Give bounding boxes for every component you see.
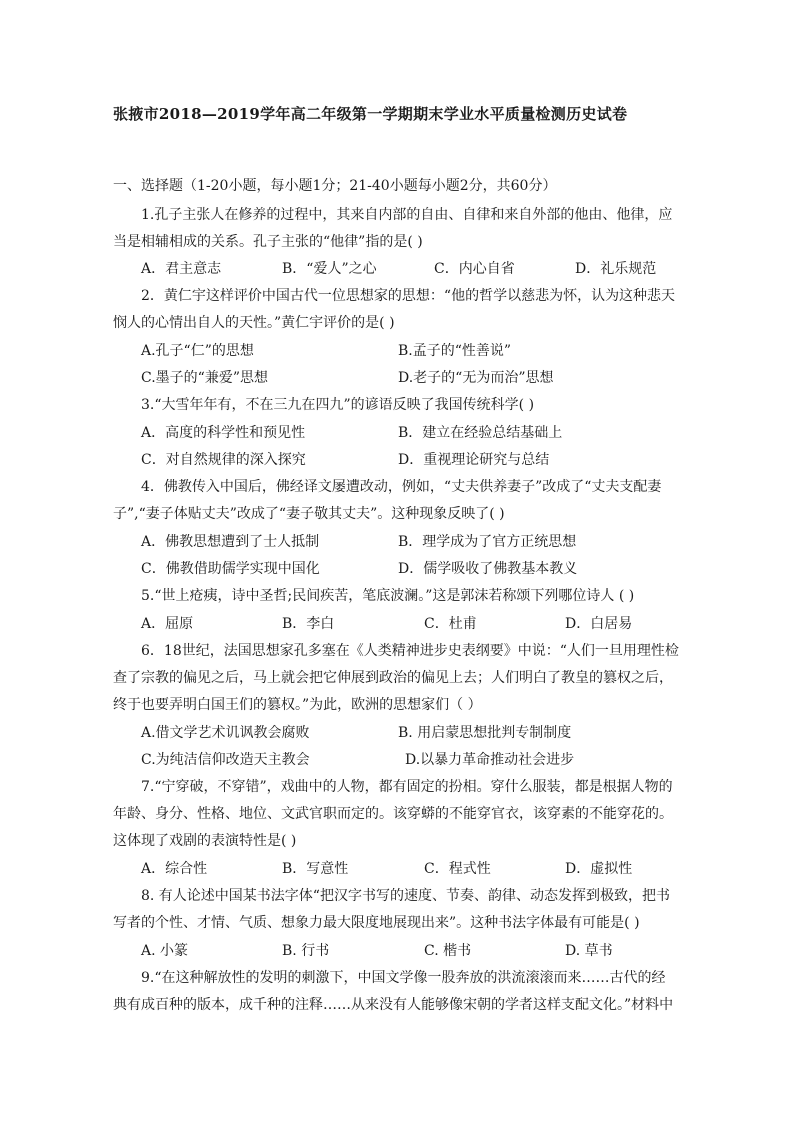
q7-line-3: 这体现了戏剧的表演特性是( ): [113, 833, 297, 849]
q7-line-1: 7.“宁穿破，不穿错”，戏曲中的人物，都有固定的扮相。穿什么服装，都是根据人物的: [141, 779, 673, 795]
q8-line-2: 写者的个性、才情、气质、想象力最大限度地展现出来”。这种书法字体最有可能是( ): [113, 915, 640, 931]
q6-option-c: C.为纯洁信仰改造天主教会: [141, 752, 310, 768]
q3-option-a: A．高度的科学性和预见性: [141, 425, 306, 441]
q5-option-c: C．杜甫: [424, 616, 477, 632]
q5-option-a: A．屈原: [141, 616, 194, 632]
q3-option-d: D．重视理论研究与总结: [398, 452, 550, 468]
q2-line-1: 2．黄仁宇这样评价中国古代一位思想家的思想：“他的哲学以慈悲为怀，认为这种悲天: [141, 288, 676, 304]
q5-line-1: 5.“世上疮痍，诗中圣哲;民间疾苦，笔底波澜。”这是郭沫若称颂下列哪位诗人 ( ): [141, 588, 635, 604]
q6-line-1: 6．18世纪，法国思想家孔多塞在《人类精神进步史表纲要》中说：“人们一旦用理性检: [141, 643, 679, 659]
q8-option-b: B. 行书: [282, 943, 330, 959]
q4-line-1: 4．佛教传入中国后，佛经译文屡遭改动，例如，“丈夫供养妻子”改成了“丈夫支配妻: [141, 479, 662, 495]
q1-option-b: B．“爱人”之心: [282, 261, 377, 277]
q9-line-1: 9.“在这种解放性的发明的刺激下，中国文学像一股奔放的洪流滚滚而来……古代的经: [141, 970, 666, 986]
q8-option-d: D. 草书: [565, 943, 613, 959]
q2-option-c: C.墨子的“兼爱”思想: [141, 370, 268, 386]
q4-option-d: D．儒学吸收了佛教基本教义: [398, 561, 578, 577]
q1-line-2: 当是相辅相成的关系。孔子主张的“他律”指的是( ): [113, 234, 423, 250]
q7-option-a: A．综合性: [141, 861, 208, 877]
q6-option-d: D.以暴力革命推动社会进步: [405, 752, 575, 768]
q1-line-1: 1.孔子主张人在修养的过程中，其来自内部的自由、自律和来自外部的他由、他律，应: [141, 207, 673, 223]
q3-option-b: B．建立在经验总结基础上: [398, 425, 563, 441]
q6-line-3: 终于也要弄明白国王们的篡权。”为此，欧洲的思想家们（ ）: [113, 697, 482, 713]
q4-option-c: C．佛教借助儒学实现中国化: [141, 561, 320, 577]
q7-line-2: 年龄、身分、性格、地位、文武官职而定的。该穿蟒的不能穿官衣，该穿素的不能穿花的。: [113, 806, 673, 822]
q2-option-a: A.孔子“仁”的思想: [141, 343, 254, 359]
q1-option-d: D．礼乐规范: [575, 261, 657, 277]
q3-option-c: C．对自然规律的深入探究: [141, 452, 306, 468]
q7-option-d: D．虚拟性: [565, 861, 633, 877]
q6-line-2: 查了宗教的偏见之后，马上就会把它伸展到政治的偏见上去；人们明白了教皇的篡权之后，: [113, 670, 673, 686]
q6-option-b: B. 用启蒙思想批判专制制度: [398, 725, 572, 741]
exam-title: 张掖市2018—2019学年高二年级第一学期期末学业水平质量检测历史试卷: [113, 105, 628, 123]
q2-option-b: B.孟子的“性善说”: [398, 343, 512, 359]
q4-option-a: A．佛教思想遭到了士人抵制: [141, 534, 320, 550]
q6-option-a: A.借文学艺术讥讽教会腐败: [141, 725, 310, 741]
q4-option-b: B．理学成为了官方正统思想: [398, 534, 577, 550]
q7-option-c: C．程式性: [424, 861, 491, 877]
section-heading: 一、选择题（1-20小题，每小题1分；21-40小题每小题2分，共60分）: [113, 178, 557, 194]
q5-option-d: D．白居易: [565, 616, 633, 632]
q3-line-1: 3.“大雪年年有，不在三九在四九”的谚语反映了我国传统科学( ): [141, 397, 535, 413]
q2-option-d: D.老子的“无为而治”思想: [398, 370, 554, 386]
q4-line-2: 子”,“妻子体贴丈夫”改成了“妻子敬其丈夫”。这种现象反映了( ): [113, 506, 505, 522]
q9-line-2: 典有成百种的版本，成千种的注释……从来没有人能够像宋朝的学者这样支配文化。”材料中: [113, 997, 674, 1013]
q5-option-b: B．李白: [282, 616, 335, 632]
q7-option-b: B．写意性: [282, 861, 349, 877]
q8-option-c: C. 楷书: [424, 943, 472, 959]
q1-option-a: A．君主意志: [141, 261, 222, 277]
q1-option-c: C．内心自省: [434, 261, 515, 277]
q8-option-a: A. 小篆: [141, 943, 189, 959]
q8-line-1: 8. 有人论述中国某书法字体“把汉字书写的速度、节奏、韵律、动态发挥到极致，把书: [141, 888, 670, 904]
q2-line-2: 悯人的心情出自人的天性。”黄仁宇评价的是( ): [113, 315, 395, 331]
